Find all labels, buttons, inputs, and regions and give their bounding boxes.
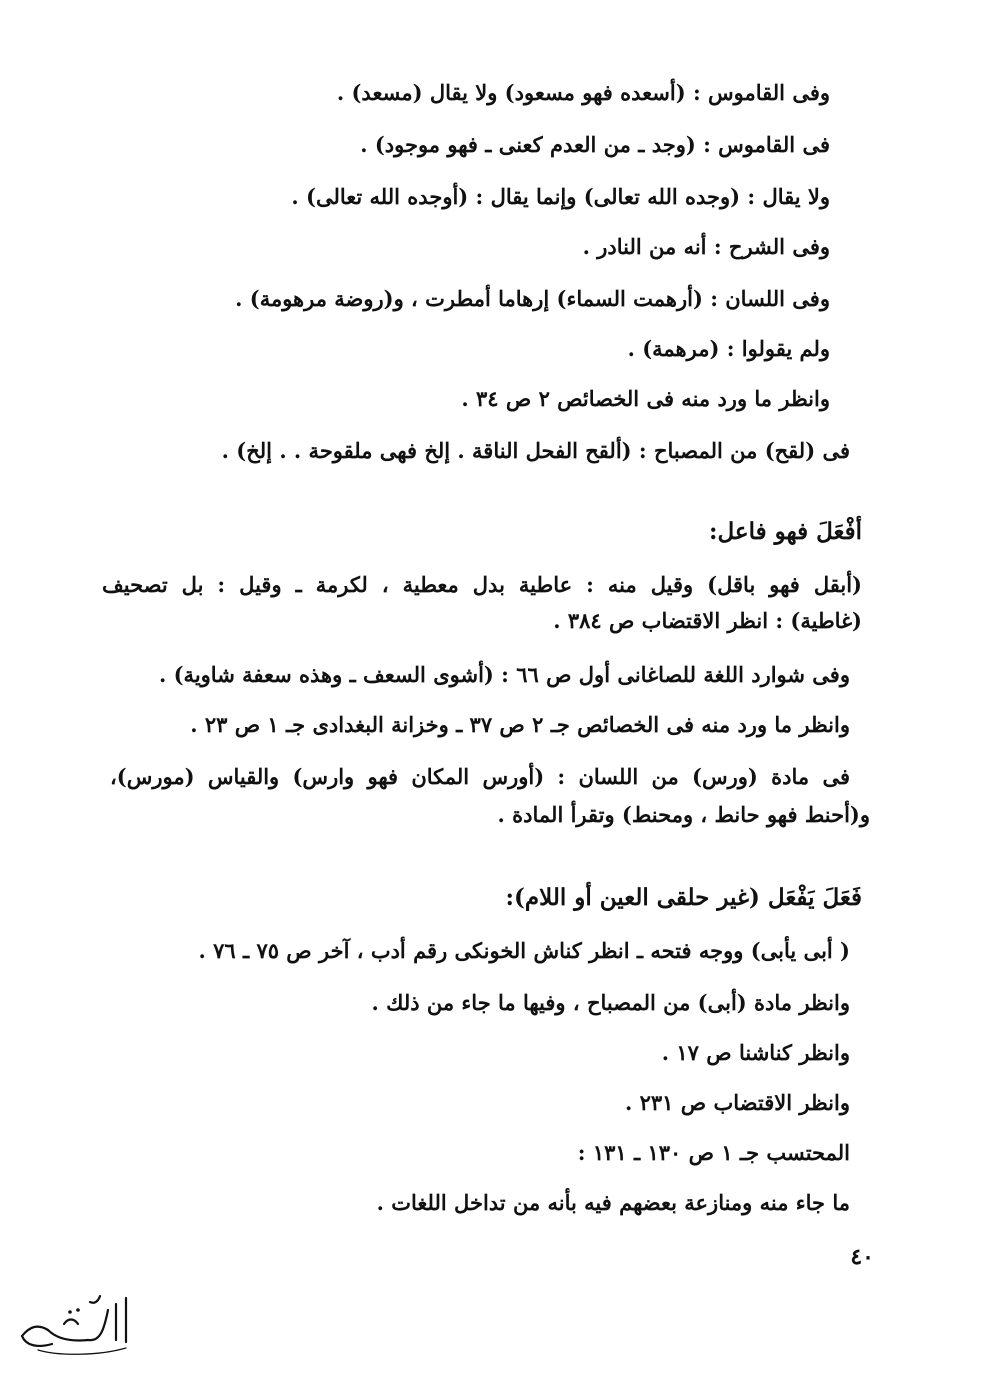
text-line: وفى الشرح : أنه من النادر . xyxy=(582,234,830,259)
text-line: وانظر الاقتضاب ص ٢٣١ . xyxy=(625,1090,850,1115)
section-heading: فَعَلَ يَفْعَل (غير حلقى العين أو اللام): xyxy=(505,884,862,911)
paragraph-line: فى مادة (ورس) من اللسان : (أورس المكان فهو وارس) والقياس (مورس)، xyxy=(110,764,850,789)
text-line: وانظر مادة (أبى) من المصباح ، وفيها ما جاء من ذلك . xyxy=(371,990,850,1015)
page-number: ٤٠ xyxy=(850,1244,874,1270)
paragraph-line: (أبقل فهو باقل) وقيل منه : عاطية بدل معطية ، لكرمة ـ وقيل : بل تصحيف xyxy=(102,572,862,597)
text-line: وفى القاموس : (أسعده فهو مسعود) ولا يقال (مسعد) . xyxy=(336,80,830,105)
text-line: وانظر ما ورد منه فى الخصائص ٢ ص ٣٤ . xyxy=(461,386,830,411)
text-line: ( أبى يأبى) ووجه فتحه ـ انظر كناش الخونكى رقم أدب ، آخر ص ٧٥ ـ ٧٦ . xyxy=(198,938,850,963)
text-line: المحتسب جـ ١ ص ١٣٠ ـ ١٣١ : xyxy=(577,1140,850,1165)
text-line: فى (لقح) من المصباح : (ألقح الفحل الناقة . إلخ فهى ملقوحة . . إلخ) . xyxy=(221,438,850,463)
text-line: فى القاموس : (وجد ـ من العدم كعنى ـ فهو موجود) . xyxy=(360,132,830,157)
paragraph-line: (غاطية) : انظر الاقتضاب ص ٣٨٤ . xyxy=(553,608,862,633)
calligraphy-logo xyxy=(8,1290,143,1370)
text-line: وفى شوارد اللغة للصاغانى أول ص ٦٦ : (أشوى السعف ـ وهذه سعفة شاوية) . xyxy=(159,662,850,687)
text-line: ولم يقولوا : (مرهمة) . xyxy=(627,336,830,361)
text-line: وفى اللسان : (أرهمت السماء) إرهاما أمطرت ، و(روضة مرهومة) . xyxy=(235,286,830,311)
text-line: ما جاء منه ومنازعة بعضهم فيه بأنه من تداخل اللغات . xyxy=(376,1190,850,1215)
text-line: وانظر كناشنا ص ١٧ . xyxy=(661,1040,850,1065)
paragraph-line: و(أحنط فهو حانط ، ومحنط) وتقرأ المادة . xyxy=(497,802,870,827)
section-heading: أفْعَلَ فهو فاعل: xyxy=(708,518,862,545)
text-line: وانظر ما ورد منه فى الخصائص جـ ٢ ص ٣٧ ـ وخزانة البغدادى جـ ١ ص ٢٣ . xyxy=(190,712,850,737)
text-line: ولا يقال : (وجده الله تعالى) وإنما يقال : (أوجده الله تعالى) . xyxy=(291,184,830,209)
